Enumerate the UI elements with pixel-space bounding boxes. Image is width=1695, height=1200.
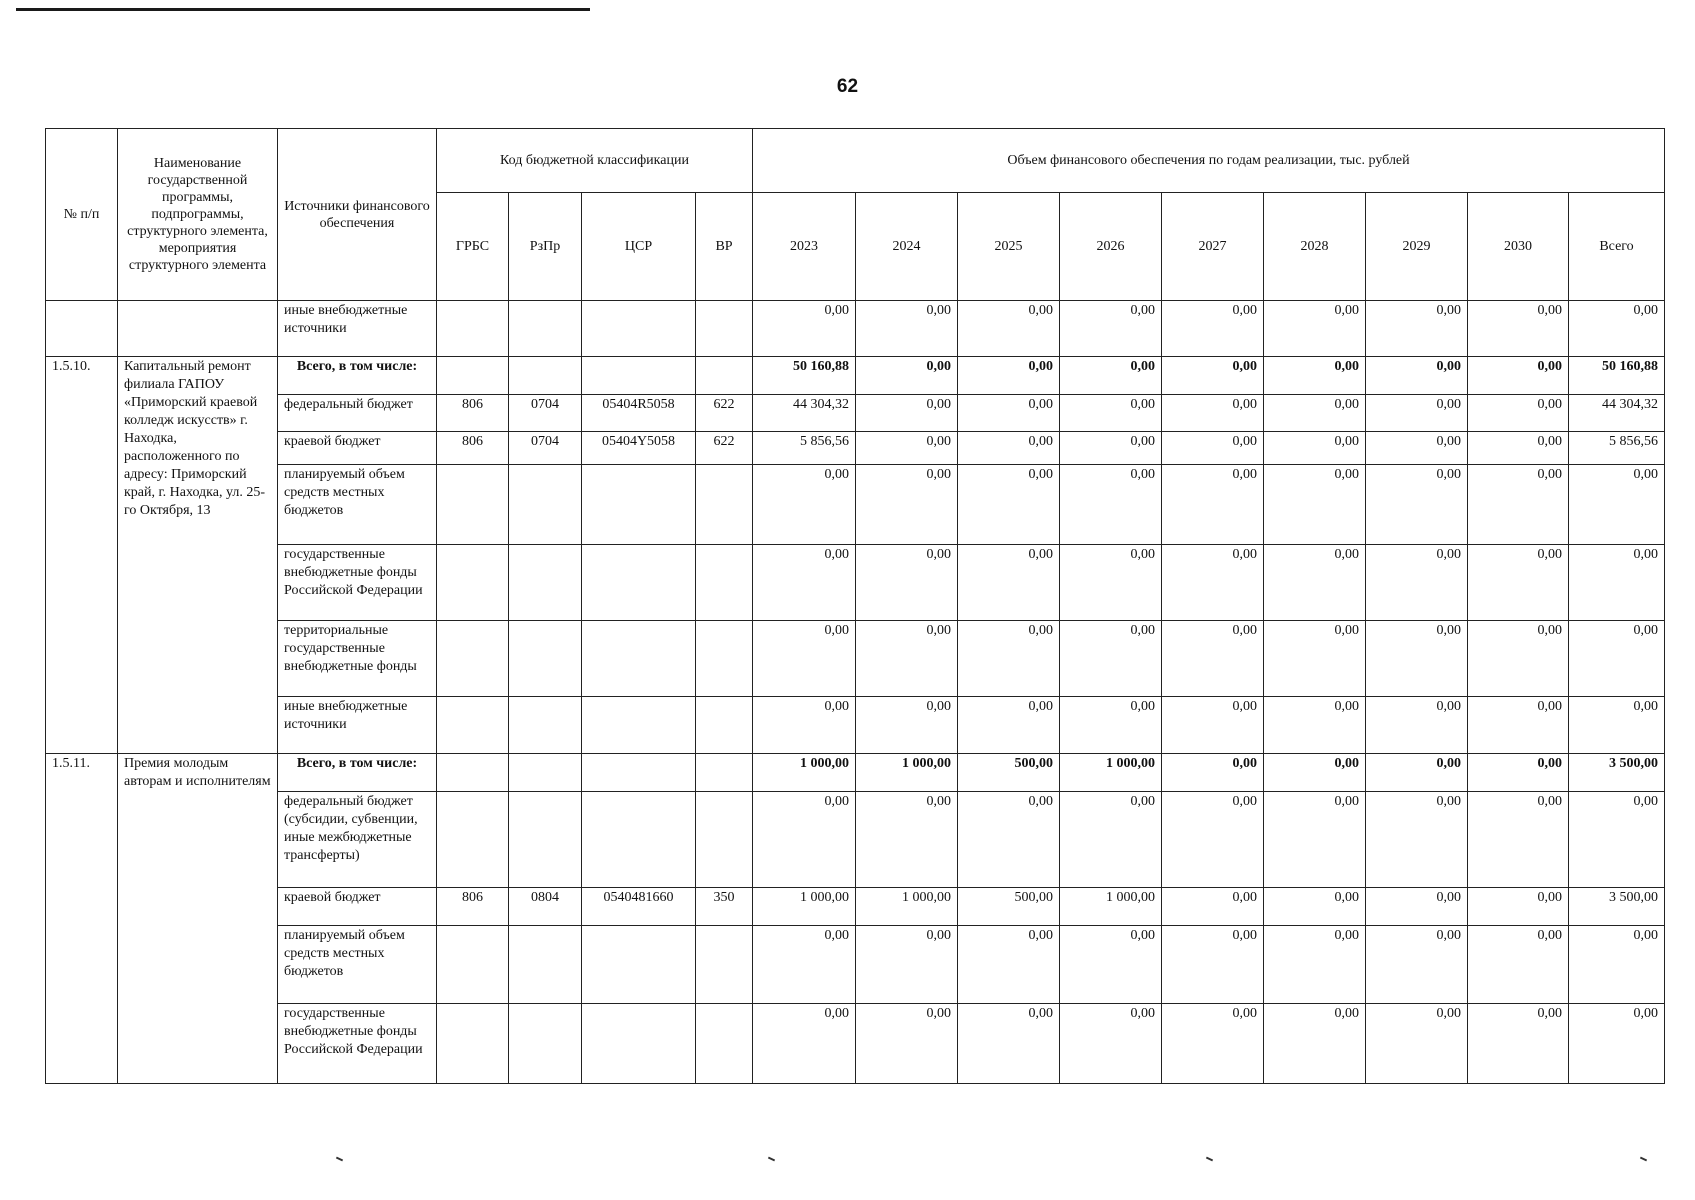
year-value: 0,00: [1060, 621, 1162, 697]
year-value: 0,00: [1162, 301, 1264, 357]
vr-code: [696, 465, 753, 545]
year-value: 0,00: [753, 926, 856, 1004]
page-number: 62: [836, 76, 859, 97]
measure-name: Премия молодым авторам и исполнителям: [118, 754, 278, 1084]
year-value: 0,00: [1162, 792, 1264, 888]
funding-source: государственные внебюджетные фонды Российской Федерации: [278, 545, 437, 621]
vr-code: [696, 926, 753, 1004]
funding-source: иные внебюджетные источники: [278, 301, 437, 357]
year-value: 500,00: [958, 888, 1060, 926]
year-value: 1 000,00: [753, 888, 856, 926]
funding-source: планируемый объем средств местных бюджетов: [278, 465, 437, 545]
funding-source: иные внебюджетные источники: [278, 697, 437, 754]
rzpr-code: [509, 926, 582, 1004]
year-value: 0,00: [1366, 697, 1468, 754]
year-value: 0,00: [1060, 697, 1162, 754]
year-value: 0,00: [1264, 357, 1366, 395]
header-vr: ВР: [696, 193, 753, 301]
header-year-2024: 2024: [856, 193, 958, 301]
funding-source: государственные внебюджетные фонды Российской Федерации: [278, 1004, 437, 1084]
year-value: 0,00: [958, 395, 1060, 432]
vr-code: [696, 621, 753, 697]
table-row: [46, 754, 1665, 792]
rzpr-code: [509, 1004, 582, 1084]
csr-code: [582, 697, 696, 754]
year-value: 0,00: [958, 792, 1060, 888]
year-value: 0,00: [1060, 465, 1162, 545]
year-value: 0,00: [1366, 395, 1468, 432]
funding-source: Всего, в том числе:: [278, 357, 437, 395]
year-value: 0,00: [1468, 792, 1569, 888]
total-value: 0,00: [1569, 301, 1665, 357]
year-value: 44 304,32: [753, 395, 856, 432]
year-value: 1 000,00: [856, 754, 958, 792]
year-value: 0,00: [1162, 697, 1264, 754]
measure-name: Капитальный ремонт филиала ГАПОУ «Приморский краевой колледж искусств» г. Находка, расположенного по адресу: Приморский край, г. Находка, ул. 25-го Октября, 13: [118, 357, 278, 754]
year-value: 0,00: [958, 432, 1060, 465]
csr-code: 05404R5058: [582, 395, 696, 432]
year-value: 0,00: [856, 1004, 958, 1084]
vr-code: [696, 754, 753, 792]
year-value: 0,00: [856, 301, 958, 357]
rzpr-code: [509, 545, 582, 621]
year-value: 0,00: [1468, 621, 1569, 697]
year-value: 0,00: [1366, 432, 1468, 465]
year-value: 0,00: [1060, 395, 1162, 432]
year-value: 0,00: [1366, 465, 1468, 545]
grbs-code: 806: [437, 395, 509, 432]
rzpr-code: [509, 301, 582, 357]
csr-code: [582, 465, 696, 545]
year-value: 0,00: [1162, 621, 1264, 697]
scan-mark: [768, 1157, 775, 1162]
year-value: 0,00: [958, 545, 1060, 621]
vr-code: [696, 357, 753, 395]
total-value: 0,00: [1569, 1004, 1665, 1084]
grbs-code: 806: [437, 432, 509, 465]
year-value: 0,00: [1468, 697, 1569, 754]
header-total: Всего: [1569, 193, 1665, 301]
top-rule: [16, 8, 590, 11]
csr-code: [582, 754, 696, 792]
year-value: 0,00: [1060, 545, 1162, 621]
year-value: 0,00: [1060, 301, 1162, 357]
year-value: 1 000,00: [856, 888, 958, 926]
year-value: 0,00: [856, 621, 958, 697]
year-value: 0,00: [1366, 888, 1468, 926]
rzpr-code: 0704: [509, 432, 582, 465]
header-year-2027: 2027: [1162, 193, 1264, 301]
year-value: 0,00: [1162, 1004, 1264, 1084]
table-row: [46, 926, 1665, 1004]
year-value: 1 000,00: [1060, 888, 1162, 926]
table-row: [46, 465, 1665, 545]
budget-table: [45, 128, 1665, 1084]
rzpr-code: 0804: [509, 888, 582, 926]
header-bcc-group: Код бюджетной классификации: [437, 129, 753, 193]
funding-source: планируемый объем средств местных бюджетов: [278, 926, 437, 1004]
grbs-code: [437, 1004, 509, 1084]
year-value: 0,00: [958, 357, 1060, 395]
grbs-code: 806: [437, 888, 509, 926]
table-header: [46, 129, 1665, 301]
year-value: 0,00: [1264, 301, 1366, 357]
year-value: 0,00: [958, 926, 1060, 1004]
year-value: 0,00: [753, 1004, 856, 1084]
grbs-code: [437, 621, 509, 697]
year-value: 0,00: [1264, 754, 1366, 792]
year-value: 0,00: [856, 395, 958, 432]
header-year-2028: 2028: [1264, 193, 1366, 301]
year-value: 0,00: [1468, 395, 1569, 432]
year-value: 5 856,56: [753, 432, 856, 465]
header-csr: ЦСР: [582, 193, 696, 301]
rzpr-code: [509, 754, 582, 792]
year-value: 50 160,88: [753, 357, 856, 395]
grbs-code: [437, 357, 509, 395]
row-index: 1.5.11.: [46, 754, 118, 1084]
table-row: [46, 888, 1665, 926]
rzpr-code: [509, 357, 582, 395]
funding-source: краевой бюджет: [278, 888, 437, 926]
scan-mark: [1206, 1157, 1213, 1162]
csr-code: [582, 357, 696, 395]
total-value: 3 500,00: [1569, 754, 1665, 792]
year-value: 0,00: [958, 1004, 1060, 1084]
year-value: 0,00: [1366, 754, 1468, 792]
header-year-2029: 2029: [1366, 193, 1468, 301]
year-value: 0,00: [1366, 926, 1468, 1004]
year-value: 0,00: [1264, 792, 1366, 888]
year-value: 0,00: [856, 545, 958, 621]
year-value: 0,00: [1162, 357, 1264, 395]
grbs-code: [437, 754, 509, 792]
grbs-code: [437, 926, 509, 1004]
header-finance-group: Объем финансового обеспечения по годам реализации, тыс. рублей: [753, 129, 1665, 193]
table-row: [46, 357, 1665, 395]
csr-code: [582, 545, 696, 621]
table-row: [46, 395, 1665, 432]
vr-code: 622: [696, 432, 753, 465]
total-value: 0,00: [1569, 545, 1665, 621]
row-index: [46, 301, 118, 357]
funding-source: федеральный бюджет: [278, 395, 437, 432]
year-value: 1 000,00: [753, 754, 856, 792]
header-rzpr: РзПр: [509, 193, 582, 301]
header-year-2023: 2023: [753, 193, 856, 301]
header-year-2026: 2026: [1060, 193, 1162, 301]
total-value: 0,00: [1569, 926, 1665, 1004]
funding-source: федеральный бюджет (субсидии, субвенции, иные межбюджетные трансферты): [278, 792, 437, 888]
table-row: [46, 301, 1665, 357]
rzpr-code: [509, 792, 582, 888]
year-value: 1 000,00: [1060, 754, 1162, 792]
row-index: 1.5.10.: [46, 357, 118, 754]
csr-code: 05404Y5058: [582, 432, 696, 465]
scan-mark: [1640, 1157, 1647, 1162]
vr-code: [696, 1004, 753, 1084]
rzpr-code: [509, 697, 582, 754]
year-value: 0,00: [1468, 1004, 1569, 1084]
header-year-2030: 2030: [1468, 193, 1569, 301]
rzpr-code: [509, 465, 582, 545]
total-value: 0,00: [1569, 697, 1665, 754]
year-value: 0,00: [1162, 545, 1264, 621]
header-num: № п/п: [46, 129, 118, 301]
table-row: [46, 621, 1665, 697]
year-value: 0,00: [753, 697, 856, 754]
year-value: 0,00: [1162, 754, 1264, 792]
year-value: 0,00: [1366, 357, 1468, 395]
header-grbs: ГРБС: [437, 193, 509, 301]
year-value: 0,00: [1162, 888, 1264, 926]
header-name: Наименование государственной программы, подпрограммы, структурного элемента, мероприятия структурного элемента: [118, 129, 278, 301]
vr-code: [696, 792, 753, 888]
year-value: 0,00: [1468, 888, 1569, 926]
total-value: 0,00: [1569, 792, 1665, 888]
header-year-2025: 2025: [958, 193, 1060, 301]
year-value: 0,00: [958, 465, 1060, 545]
year-value: 0,00: [1264, 465, 1366, 545]
year-value: 0,00: [1468, 301, 1569, 357]
measure-name: [118, 301, 278, 357]
year-value: 0,00: [1468, 465, 1569, 545]
year-value: 0,00: [1264, 432, 1366, 465]
year-value: 0,00: [958, 697, 1060, 754]
total-value: 50 160,88: [1569, 357, 1665, 395]
vr-code: [696, 545, 753, 621]
table-body: [46, 301, 1665, 1084]
year-value: 0,00: [1366, 621, 1468, 697]
year-value: 0,00: [1264, 621, 1366, 697]
year-value: 0,00: [1060, 432, 1162, 465]
vr-code: [696, 697, 753, 754]
csr-code: [582, 301, 696, 357]
csr-code: [582, 621, 696, 697]
table-row: [46, 432, 1665, 465]
csr-code: 0540481660: [582, 888, 696, 926]
year-value: 0,00: [1366, 1004, 1468, 1084]
year-value: 0,00: [753, 465, 856, 545]
year-value: 0,00: [753, 621, 856, 697]
year-value: 0,00: [1162, 465, 1264, 545]
year-value: 0,00: [958, 621, 1060, 697]
year-value: 0,00: [1060, 926, 1162, 1004]
year-value: 0,00: [753, 301, 856, 357]
year-value: 0,00: [1060, 357, 1162, 395]
total-value: 0,00: [1569, 621, 1665, 697]
table-row: [46, 1004, 1665, 1084]
grbs-code: [437, 301, 509, 357]
year-value: 0,00: [1162, 432, 1264, 465]
rzpr-code: [509, 621, 582, 697]
year-value: 0,00: [1468, 357, 1569, 395]
year-value: 0,00: [856, 926, 958, 1004]
year-value: 0,00: [1366, 545, 1468, 621]
year-value: 0,00: [1162, 395, 1264, 432]
grbs-code: [437, 545, 509, 621]
grbs-code: [437, 792, 509, 888]
vr-code: 350: [696, 888, 753, 926]
year-value: 0,00: [1264, 888, 1366, 926]
total-value: 0,00: [1569, 465, 1665, 545]
year-value: 0,00: [1264, 395, 1366, 432]
table-row: [46, 545, 1665, 621]
table-row: [46, 792, 1665, 888]
grbs-code: [437, 465, 509, 545]
total-value: 3 500,00: [1569, 888, 1665, 926]
year-value: 0,00: [856, 465, 958, 545]
vr-code: 622: [696, 395, 753, 432]
year-value: 0,00: [856, 792, 958, 888]
funding-source: Всего, в том числе:: [278, 754, 437, 792]
year-value: 0,00: [856, 357, 958, 395]
year-value: 0,00: [1060, 1004, 1162, 1084]
year-value: 0,00: [1264, 1004, 1366, 1084]
year-value: 0,00: [1468, 545, 1569, 621]
csr-code: [582, 1004, 696, 1084]
year-value: 0,00: [1264, 697, 1366, 754]
year-value: 0,00: [1264, 545, 1366, 621]
total-value: 44 304,32: [1569, 395, 1665, 432]
year-value: 0,00: [856, 432, 958, 465]
year-value: 0,00: [1060, 792, 1162, 888]
vr-code: [696, 301, 753, 357]
grbs-code: [437, 697, 509, 754]
year-value: 0,00: [1264, 926, 1366, 1004]
year-value: 0,00: [753, 792, 856, 888]
year-value: 0,00: [856, 697, 958, 754]
total-value: 5 856,56: [1569, 432, 1665, 465]
year-value: 500,00: [958, 754, 1060, 792]
year-value: 0,00: [1468, 432, 1569, 465]
year-value: 0,00: [958, 301, 1060, 357]
year-value: 0,00: [753, 545, 856, 621]
table-row: [46, 697, 1665, 754]
year-value: 0,00: [1468, 754, 1569, 792]
csr-code: [582, 792, 696, 888]
year-value: 0,00: [1366, 301, 1468, 357]
funding-source: территориальные государственные внебюджетные фонды: [278, 621, 437, 697]
csr-code: [582, 926, 696, 1004]
rzpr-code: 0704: [509, 395, 582, 432]
year-value: 0,00: [1162, 926, 1264, 1004]
year-value: 0,00: [1468, 926, 1569, 1004]
header-source: Источники финансового обеспечения: [278, 129, 437, 301]
scan-mark: [336, 1157, 343, 1162]
funding-source: краевой бюджет: [278, 432, 437, 465]
year-value: 0,00: [1366, 792, 1468, 888]
